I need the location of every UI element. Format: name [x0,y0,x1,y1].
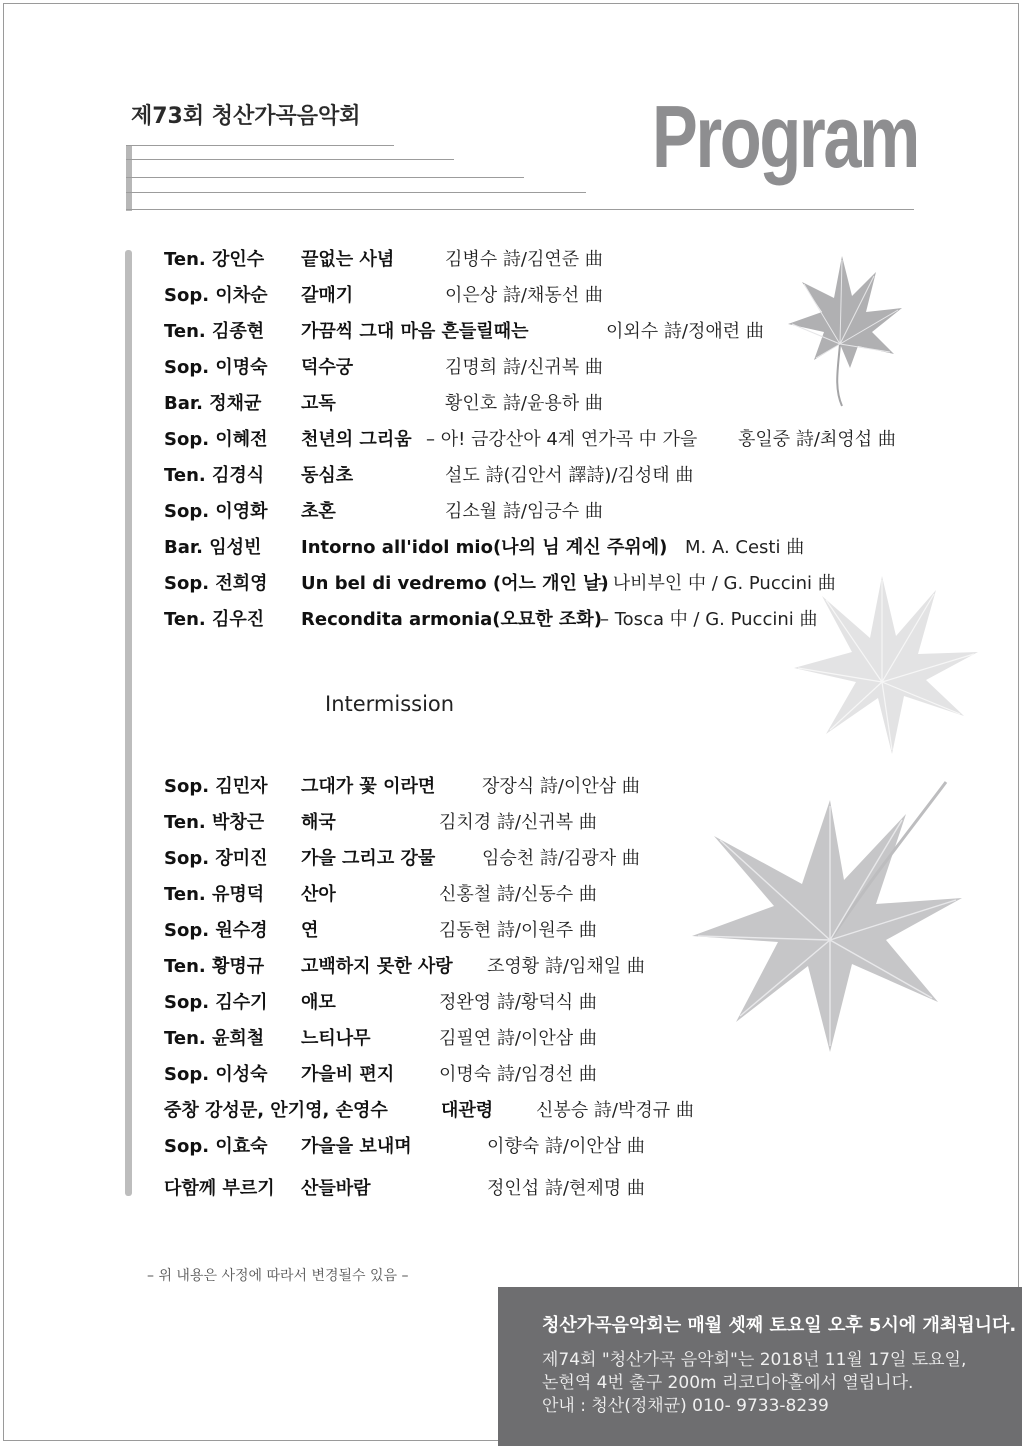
performer: Sop. 장미진 [164,848,268,869]
song-credit: M. A. Cesti 曲 [685,537,805,558]
song-credit: 이향숙 詩/이안삼 曲 [487,1136,645,1157]
performer: 중창 강성문, 안기영, 손영수 [164,1100,388,1121]
header-rule [126,145,394,146]
song-subtitle: – 아! 금강산아 4계 연가곡 中 가을 [426,429,698,450]
song-title: Un bel di vedremo (어느 개인 날) [301,573,609,594]
maple-leaf-icon [680,760,970,1060]
song-title: 애모 [301,992,336,1013]
performer: Sop. 이혜전 [164,429,268,450]
performer: 다함께 부르기 [164,1178,275,1199]
info-line: 논현역 4번 출구 200m 리코디아홀에서 열립니다. [542,1373,914,1393]
performer: Sop. 이성숙 [164,1064,268,1085]
song-credit: 이외수 詩/정애련 曲 [606,321,764,342]
song-title: 연 [301,920,319,941]
song-title: 가을을 보내며 [301,1136,412,1157]
song-credit: 김필연 詩/이안삼 曲 [439,1028,597,1049]
song-credit: 홍일중 詩/최영섭 曲 [738,429,896,450]
performer: Bar. 임성빈 [164,537,262,558]
song-title: 산들바람 [301,1178,371,1199]
song-title: 가을비 편지 [301,1064,395,1085]
performer: Ten. 김경식 [164,465,265,486]
song-credit: 정완영 詩/황덕식 曲 [439,992,597,1013]
song-title: 덕수궁 [301,357,354,378]
song-credit: 장장식 詩/이안삼 曲 [482,776,640,797]
song-title: 그대가 꽃 이라면 [301,776,436,797]
intermission-label: Intermission [325,692,455,716]
program-heading: Program [652,87,918,186]
program-accent-bar [125,250,132,1196]
maple-leaf-icon [780,248,910,408]
song-title: Recondita armonia(오묘한 조화) [301,609,602,630]
song-credit: – Tosca 中 / G. Puccini 曲 [600,609,818,630]
song-title: 산아 [301,884,336,905]
performer: Sop. 원수경 [164,920,268,941]
performer: Ten. 윤희철 [164,1028,265,1049]
performer: Sop. 이차순 [164,285,268,306]
song-title: 가끔씩 그대 마음 흔들릴때는 [301,321,529,342]
performer: Ten. 강인수 [164,249,265,270]
song-credit: 황인호 詩/윤용하 曲 [445,393,603,414]
maple-leaf-icon [786,566,986,766]
header-accent-bar [126,145,132,211]
song-credit: 이명숙 詩/임경선 曲 [439,1064,597,1085]
info-line: 제74회 "청산가곡 음악회"는 2018년 11월 17일 토요일, [542,1350,967,1370]
header-rule [126,209,914,210]
song-credit: 김병수 詩/김연준 曲 [445,249,603,270]
info-box [498,1287,1022,1446]
performer: Bar. 정채균 [164,393,262,414]
performer: Ten. 박창근 [164,812,265,833]
info-line: 안내 : 청산(정채균) 010- 9733-8239 [542,1396,829,1416]
song-title: 초혼 [301,501,336,522]
song-title: 동심초 [301,465,354,486]
info-headline: 청산가곡음악회는 매월 셋째 토요일 오후 5시에 개최됩니다. [542,1315,1017,1336]
performer: Sop. 전희영 [164,573,268,594]
song-credit: 김동현 詩/이원주 曲 [439,920,597,941]
performer: Ten. 김우진 [164,609,265,630]
song-title: 갈매기 [301,285,354,306]
header-rule [126,177,524,178]
song-credit: – 나비부인 中 / G. Puccini 曲 [598,573,836,594]
song-credit: 신홍철 詩/신동수 曲 [439,884,597,905]
performer: Sop. 김수기 [164,992,268,1013]
song-title: 가을 그리고 강물 [301,848,436,869]
song-title: 대관령 [441,1100,494,1121]
header-rule [126,159,454,160]
performer: Sop. 이명숙 [164,357,268,378]
song-credit: 조영황 詩/임채일 曲 [487,956,645,977]
song-title: 고백하지 못한 사랑 [301,956,453,977]
performer: Ten. 유명덕 [164,884,265,905]
change-notice: – 위 내용은 사정에 따라서 변경될수 있음 – [147,1268,409,1284]
song-credit: 신봉승 詩/박경규 曲 [536,1100,694,1121]
song-credit: 김치경 詩/신귀복 曲 [439,812,597,833]
song-credit: 이은상 詩/채동선 曲 [445,285,603,306]
song-title: 해국 [301,812,336,833]
song-title: 고독 [301,393,336,414]
song-credit: 정인섭 詩/현제명 曲 [487,1178,645,1199]
performer: Sop. 이효숙 [164,1136,268,1157]
song-title: 끝없는 사념 [301,249,395,270]
song-credit: 임승천 詩/김광자 曲 [482,848,640,869]
page-title: 제73회 청산가곡음악회 [131,104,361,129]
performer: Sop. 이영화 [164,501,268,522]
song-title: 느티나무 [301,1028,371,1049]
performer: Sop. 김민자 [164,776,268,797]
song-title: Intorno all'idol mio(나의 님 계신 주위에) [301,537,668,558]
performer: Ten. 김종현 [164,321,265,342]
header-rule [126,192,586,193]
song-credit: 김소월 詩/임긍수 曲 [445,501,603,522]
song-credit: 설도 詩(김안서 譯詩)/김성태 曲 [445,465,694,486]
song-title: 천년의 그리움 [301,429,412,450]
song-credit: 김명희 詩/신귀복 曲 [445,357,603,378]
performer: Ten. 황명규 [164,956,265,977]
